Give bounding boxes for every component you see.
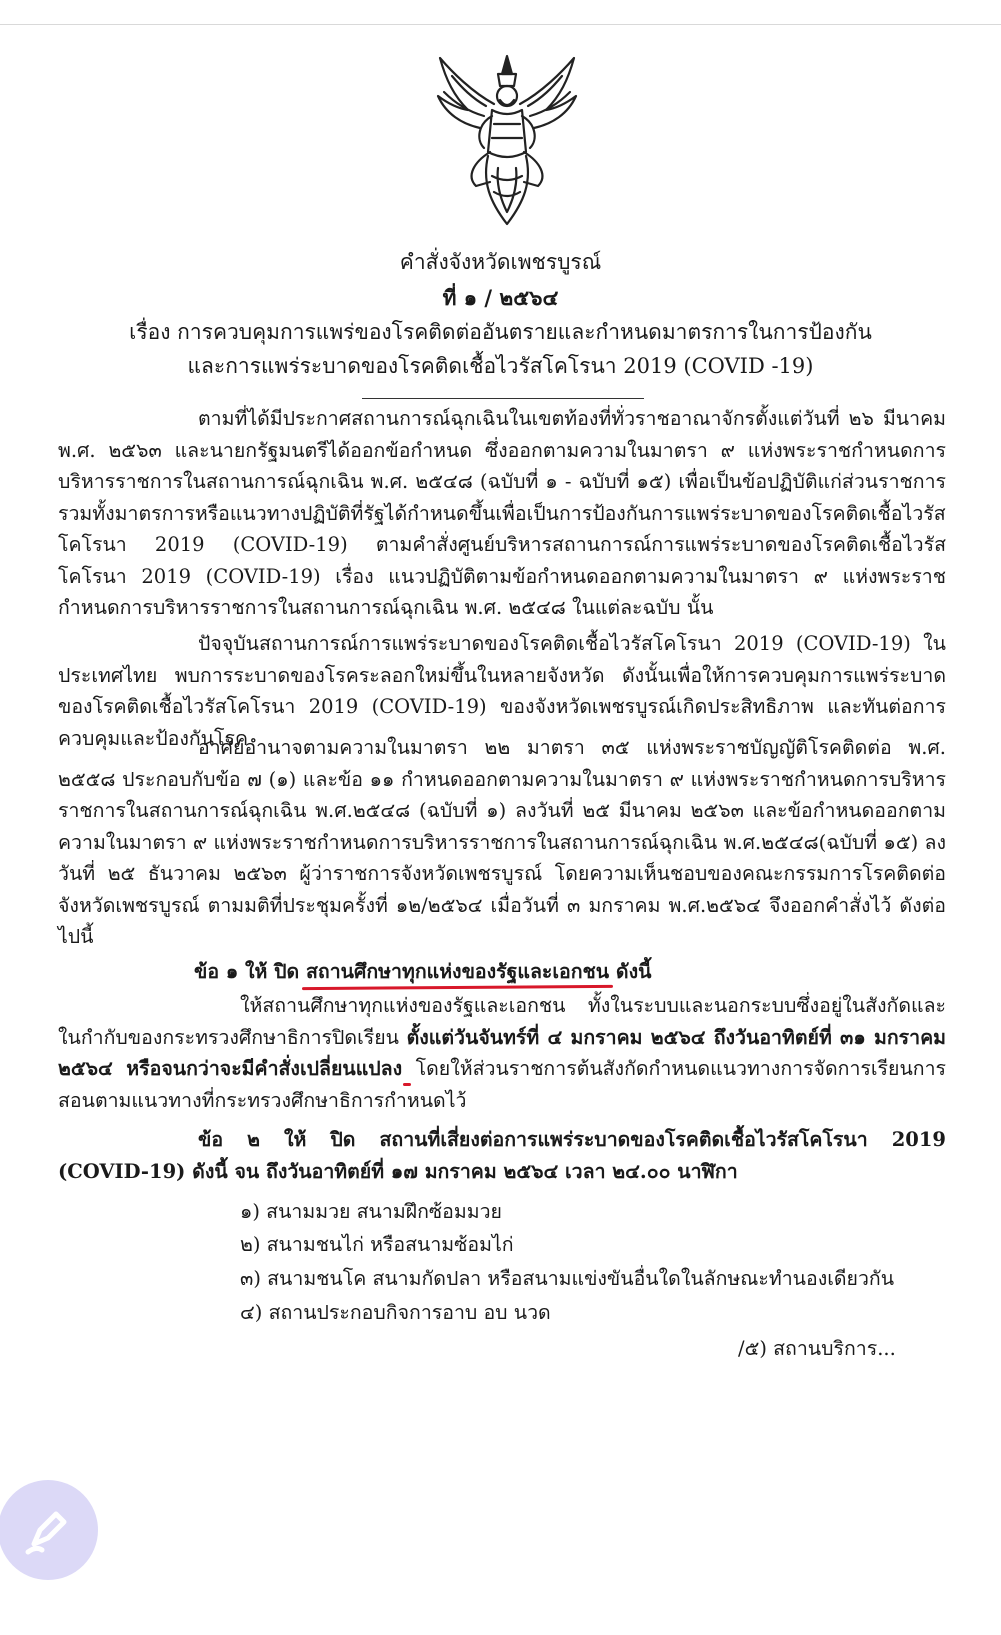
edit-pencil-icon <box>20 1502 76 1558</box>
order-number: ที่ ๑ / ๒๕๖๔ <box>442 285 559 310</box>
clause-1-suffix: ดังนี้ <box>615 960 652 983</box>
subject-line-1: เรื่อง การควบคุมการแพร่ของโรคติดต่ออันตรายและกำหนดมาตรการในการป้องกัน <box>129 320 872 344</box>
order-title: คำสั่งจังหวัดเพชรบูรณ์ <box>399 250 602 274</box>
continuation-note: /๕) สถานบริการ... <box>738 1337 896 1360</box>
clause-1-body <box>58 990 946 1116</box>
subject-line-2: และการแพร่ระบาดของโรคติดเชื้อไวรัสโคโรนา 2019 (COVID -19) <box>187 354 814 378</box>
paragraph-1: ตามที่ได้มีประกาศสถานการณ์ฉุกเฉินในเขตท้องที่ทั่วราชอาณาจักรตั้งแต่วันที่ ๒๖ มีนาคม พ.ศ. ๒๕๖๓ และนายกรัฐมนตรีได้ออกข้อกำหนด ซึ่งออกตามความในมาตรา ๙ แห่งพระราชกำหนดการบริหารราชการในสถานการณ์ฉุกเฉิน พ.ศ. ๒๕๔๘ (ฉบับที่ ๑ - ฉบับที่ ๑๕) เพื่อเป็นข้อปฏิบัติแก่ส่วนราชการ รวมทั้งมาตรการหรือแนวทางปฏิบัติที่รัฐได้กำหนดขึ้นเพื่อเป็นการป้องกันการแพร่ระบาดของโรคติดเชื้อไวรัสโคโรนา 2019 (COVID-19) ตามคำสั่งศูนย์บริหารสถานการณ์การแพร่ระบาดของโรคติดเชื้อไวรัสโคโรนา 2019 (COVID-19) เรื่อง แนวปฏิบัติตามข้อกำหนดออกตามความในมาตรา ๙ แห่งพระราชกำหนดการบริหารราชการในสถานการณ์ฉุกเฉิน พ.ศ. ๒๕๔๘ ในแต่ละฉบับ นั้น <box>58 407 946 619</box>
clause-1-text-b: หรือจนกว่าจะมีคำสั่งเปลี่ยนแปลง <box>126 1057 403 1080</box>
clause-1-text-a: ให้สถานศึกษาทุกแห่งของรัฐและเอกชน ทั้งในระบบและนอกระบบซึ่งอยู่ในสังกัดและในกำกับของกระทรวงศึกษาธิการปิดเรียน <box>58 994 946 1049</box>
clause-1-prefix: ข้อ ๑ ให้ ปิด <box>194 960 300 983</box>
list-item: ๔) สถานประกอบกิจการอาบ อบ นวด <box>240 1301 551 1324</box>
title-rule <box>362 398 644 399</box>
clause-2: ข้อ ๒ ให้ ปิด สถานที่เสี่ยงต่อการแพร่ระบาดของโรคติดเชื้อไวรัสโคโรนา 2019 (COVID-19) ดังนี้ จน ถึงวันอาทิตย์ที่ ๑๗ มกราคม ๒๕๖๔ เวลา ๒๔.๐๐ นาฬิกา <box>58 1128 946 1183</box>
clause-1-highlight: สถานศึกษาทุกแห่งของรัฐและเอกชน <box>306 960 610 983</box>
edit-fab-button[interactable] <box>0 1480 98 1580</box>
list-item: ๒) สนามชนไก่ หรือสนามซ้อมไก่ <box>240 1233 514 1256</box>
list-item: ๓) สนามชนโค สนามกัดปลา หรือสนามแข่งขันอื่นใดในลักษณะทำนองเดียวกัน <box>240 1267 895 1290</box>
list-item: ๑) สนามมวย สนามฝึกซ้อมมวย <box>240 1200 502 1223</box>
paragraph-2: ปัจจุบันสถานการณ์การแพร่ระบาดของโรคติดเชื้อไวรัสโคโรนา 2019 (COVID-19) ในประเทศไทย พบการระบาดของโรคระลอกใหม่ขึ้นในหลายจังหวัด ดังนั้นเพื่อให้การควบคุมการแพร่ระบาดของโรคติดเชื้อไวรัสโคโรนา 2019 (COVID-19) ของจังหวัดเพชรบูรณ์เกิดประสิทธิภาพ และทันต่อการควบคุมและป้องกันโรค <box>58 632 946 750</box>
clause-1-text-c: โดยให้ส่วนราชการต้นสังกัดกำหนดแนวทางการจัดการเรียนการสอนตามแนวทางที่กระทรวงศึกษาธิการกำหนดไว้ <box>58 1057 947 1112</box>
clause-1-heading <box>194 956 651 987</box>
clause-1-dates: ตั้งแต่วันจันทร์ที่ ๔ มกราคม ๒๕๖๔ ถึงวันอาทิตย์ที่ ๓๑ มกราคม ๒๕๖๔ <box>58 1025 946 1080</box>
paragraph-3: อาศัยอำนาจตามความในมาตรา ๒๒ มาตรา ๓๕ แห่งพระราชบัญญัติโรคติดต่อ พ.ศ. ๒๕๕๘ ประกอบกับข้อ ๗ (๑) และข้อ ๑๑ กำหนดออกตามความในมาตรา ๙ แห่งพระราชกำหนดการบริหารราชการในสถานการณ์ฉุกเฉิน พ.ศ.๒๕๔๘ (ฉบับที่ ๑) ลงวันที่ ๒๕ มีนาคม ๒๕๖๓ และข้อกำหนดออกตามความในมาตรา ๙ แห่งพระราชกำหนดการบริหารราชการในสถานการณ์ฉุกเฉิน พ.ศ.๒๕๔๘(ฉบับที่ ๑๕) ลงวันที่ ๒๕ ธันวาคม ๒๕๖๓ ผู้ว่าราชการจังหวัดเพชรบูรณ์ โดยความเห็นชอบของคณะกรรมการโรคติดต่อจังหวัดเพชรบูรณ์ ตามมติที่ประชุมครั้งที่ ๑๒/๒๕๖๔ เมื่อวันที่ ๓ มกราคม พ.ศ.๒๕๖๔ จึงออกคำสั่งไว้ ดังต่อไปนี้ <box>58 736 946 948</box>
top-divider <box>0 24 1001 25</box>
garuda-emblem-icon <box>432 52 582 227</box>
